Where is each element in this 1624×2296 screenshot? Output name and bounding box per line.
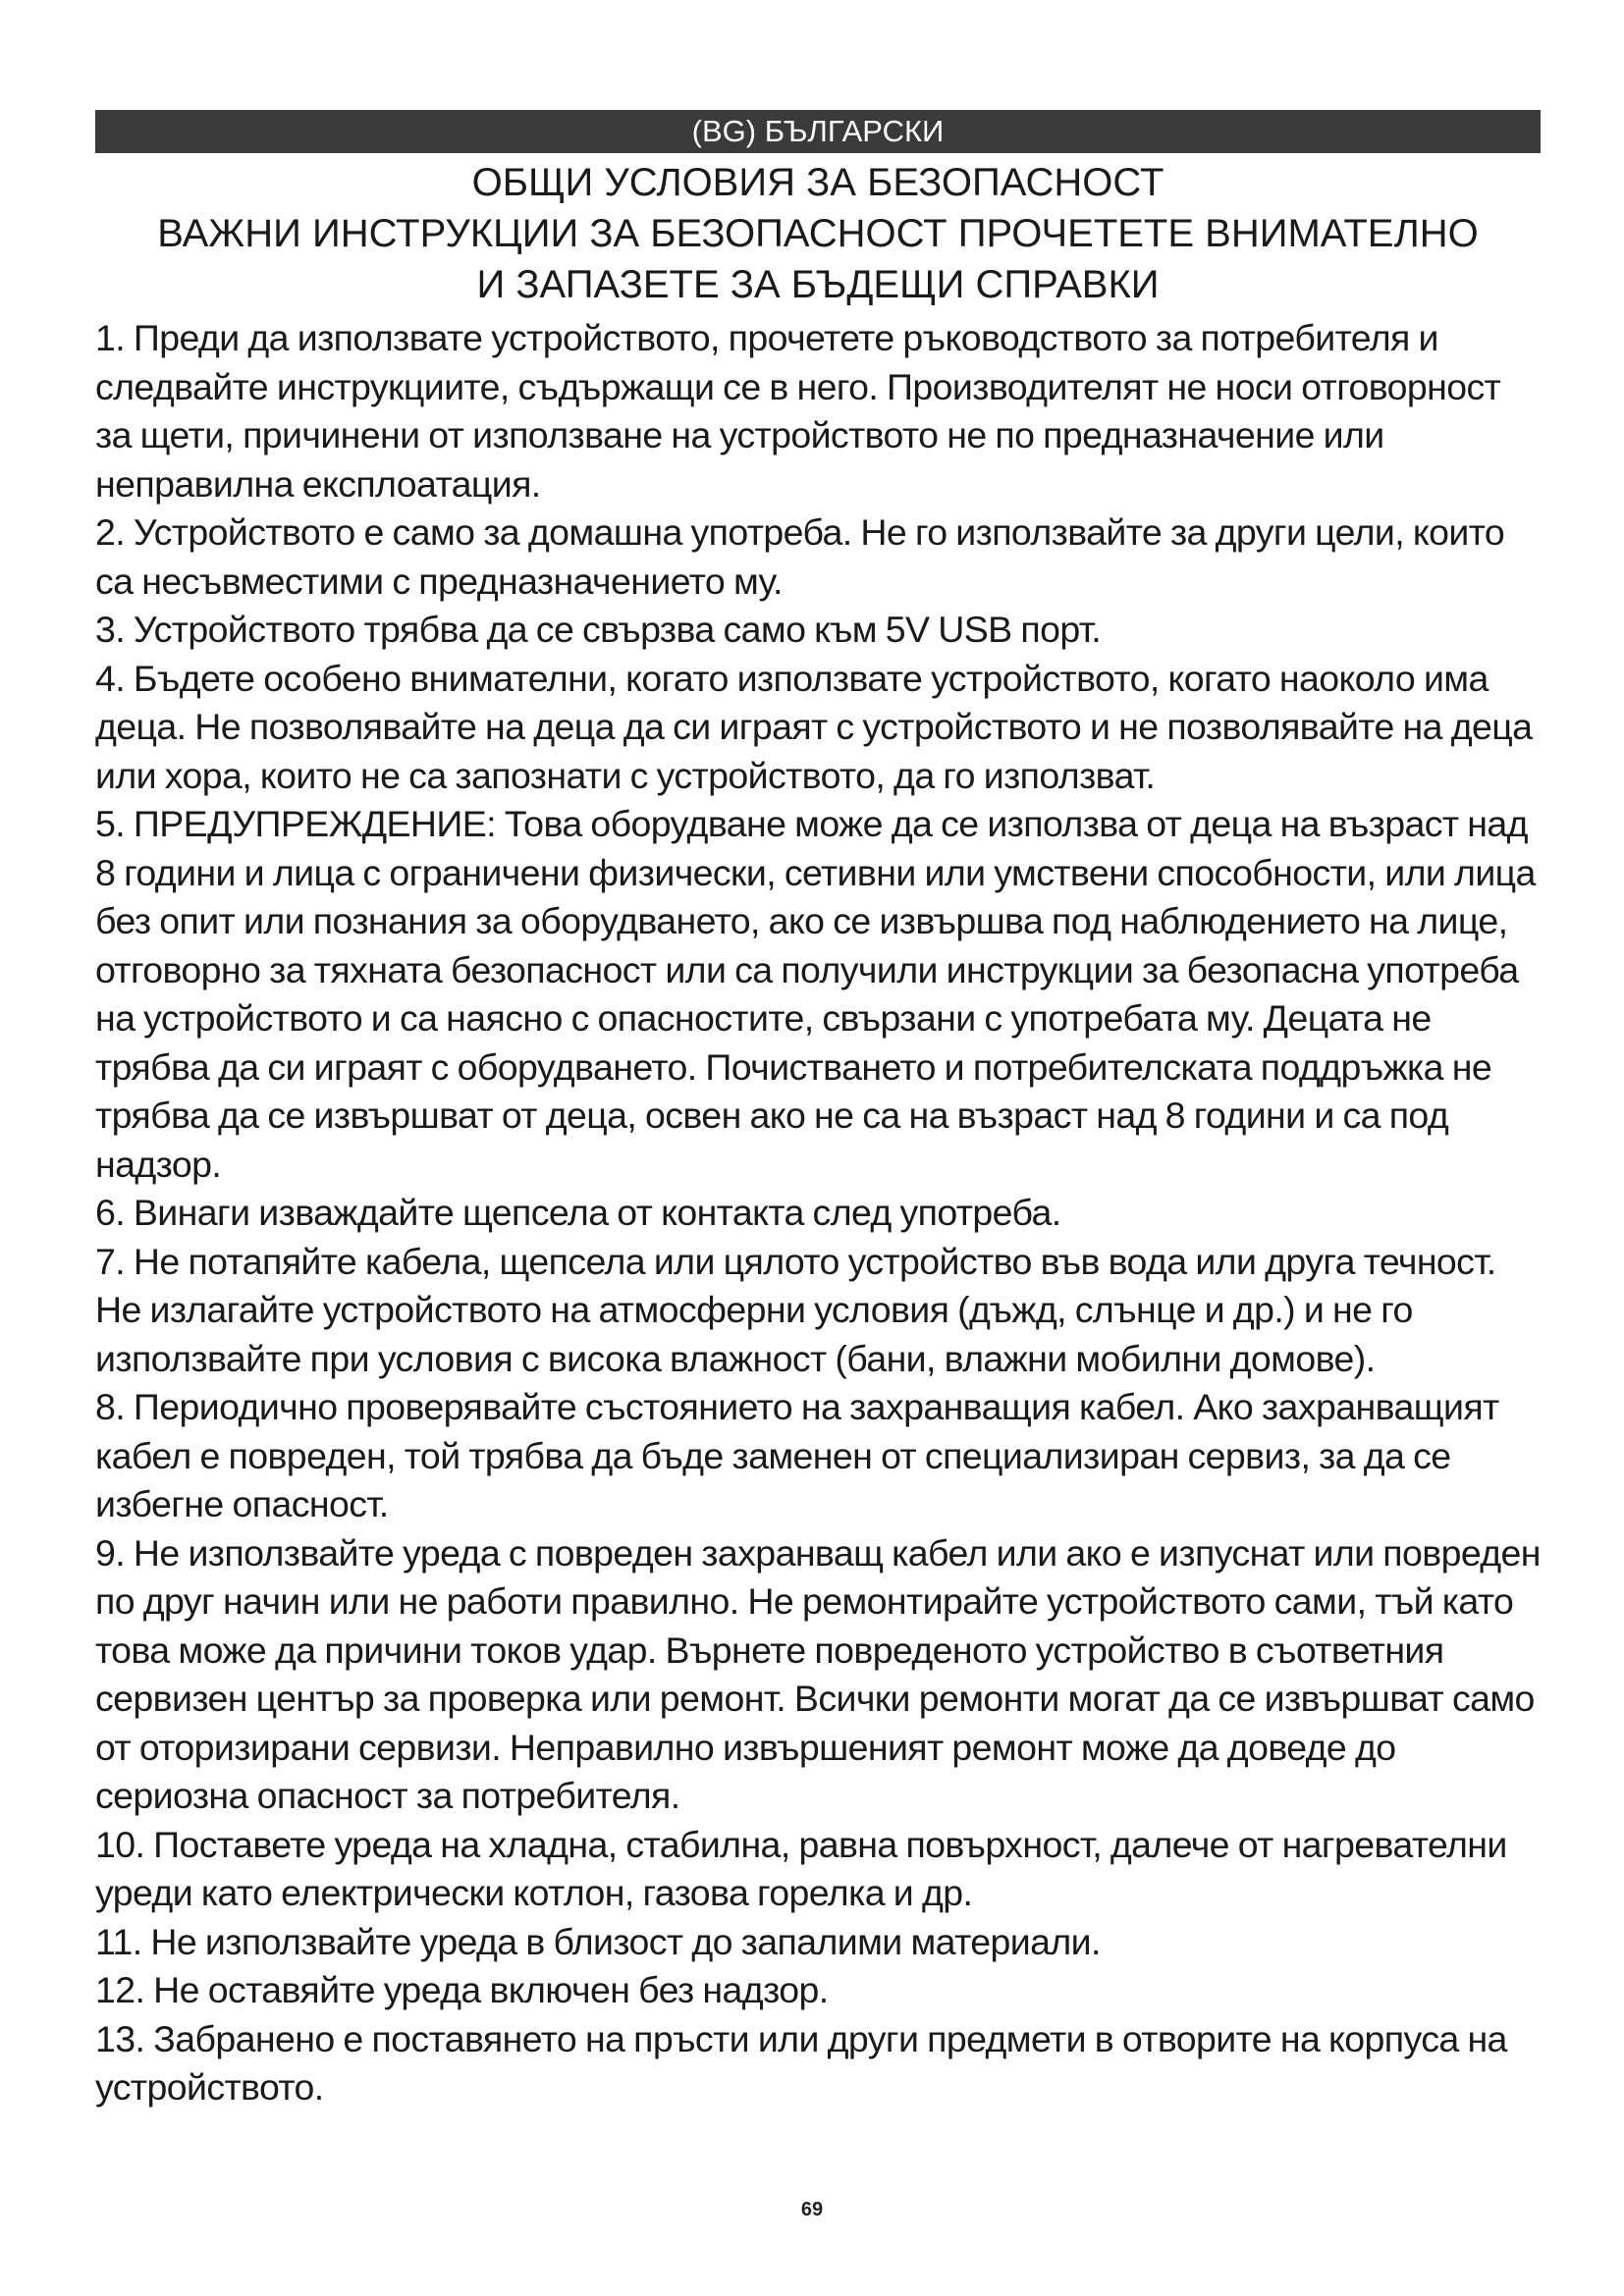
section-title: ОБЩИ УСЛОВИЯ ЗА БЕЗОПАСНОСТ	[471, 161, 1164, 204]
safety-item-8: 8. Периодично проверявайте състоянието на захранващия кабел. Ако захранващият кабел е повреден, той трябва да бъде заменен от специализиран сервиз, за да се избегне опасност.	[95, 1386, 1499, 1524]
safety-item-7: 7. Не потапяйте кабела, щепсела или цялото устройство във вода или друга течност. Не излагайте устройството на атмосферни условия (дъжд, слънце и др.) и не го използвайте при условия с висока влажност (бани, влажни мобилни домове).	[95, 1240, 1496, 1379]
safety-item-3: 3. Устройството трябва да се свързва само към 5V USB порт.	[95, 609, 1102, 650]
safety-item-9: 9. Не използвайте уреда с повреден захранващ кабел или ако е изпуснат или повреден по друг начин или не работи правилно. Не ремонтирайте устройството сами, тъй като това може да причини токов удар. Върнете повреденото устройство в съответния сервизен център за проверка или ремонт. Всички ремонти могат да се извършват само от оторизирани сервизи. Неправилно извършеният ремонт може да доведе до сериозна опасност за потребителя.	[95, 1531, 1541, 1816]
safety-item-13: 13. Забранено е поставянето на пръсти или други предмети в отворите на корпуса на устройството.	[95, 2017, 1507, 2108]
safety-item-11: 11. Не използвайте уреда в близост до запалими материали.	[95, 1920, 1101, 1962]
section-subtitle: ВАЖНИ ИНСТРУКЦИИ ЗА БЕЗОПАСНОСТ ПРОЧЕТЕТЕ ВНИМАТЕЛНО И ЗАПАЗЕТЕ ЗА БЪДЕЩИ СПРАВКИ	[157, 212, 1479, 306]
document-page	[95, 110, 1541, 2112]
page-number: 69	[800, 2199, 824, 2220]
safety-item-12: 12. Не оставяйте уреда включен без надзор.	[95, 1969, 829, 2010]
safety-item-5: 5. ПРЕДУПРЕЖДЕНИЕ: Това оборудване може да се използва от деца на възраст над 8 години и лица с ограничени физически, сетивни или умствени способности, или лица без опит или познания за оборудването, ако се извършва под наблюдението на лице, отговорно за тяхната безопасност или са получили инструкции за безопасна употреба на устройството и са наясно с опасностите, свързани с употребата му. Децата не трябва да си играят с оборудването. Почистването и потребителската поддръжка не трябва да се извършват от деца, освен ако не са на възраст над 8 години и са под надзор.	[95, 803, 1536, 1185]
safety-item-2: 2. Устройството е само за домашна употреба. Не го използвайте за други цели, които са несъвместими с предназначението му.	[95, 511, 1505, 602]
safety-item-6: 6. Винаги изваждайте щепсела от контакта след употреба.	[95, 1192, 1061, 1233]
safety-item-1: 1. Преди да използвате устройството, прочетете ръководството за потребителя и следвайте инструкциите, съдържащи се в него. Производителят не носи отговорност за щети, причинени от използване на устройството не по предназначение или неправилна експлоатация.	[95, 317, 1501, 505]
safety-item-10: 10. Поставете уреда на хладна, стабилна, равна повърхност, далече от нагревателни уреди като електрически котлон, газова горелка и др.	[95, 1823, 1507, 1913]
safety-item-4: 4. Бъдете особено внимателни, когато използвате устройството, когато наоколо има деца. Не позволявайте на деца да си играят с устройството и не позволявайте на деца или хора, които не са запознати с устройството, да го използват.	[95, 657, 1533, 796]
safety-instructions-list	[95, 314, 1541, 2112]
language-header-bar: (BG) БЪЛГАРСКИ	[95, 110, 1541, 153]
